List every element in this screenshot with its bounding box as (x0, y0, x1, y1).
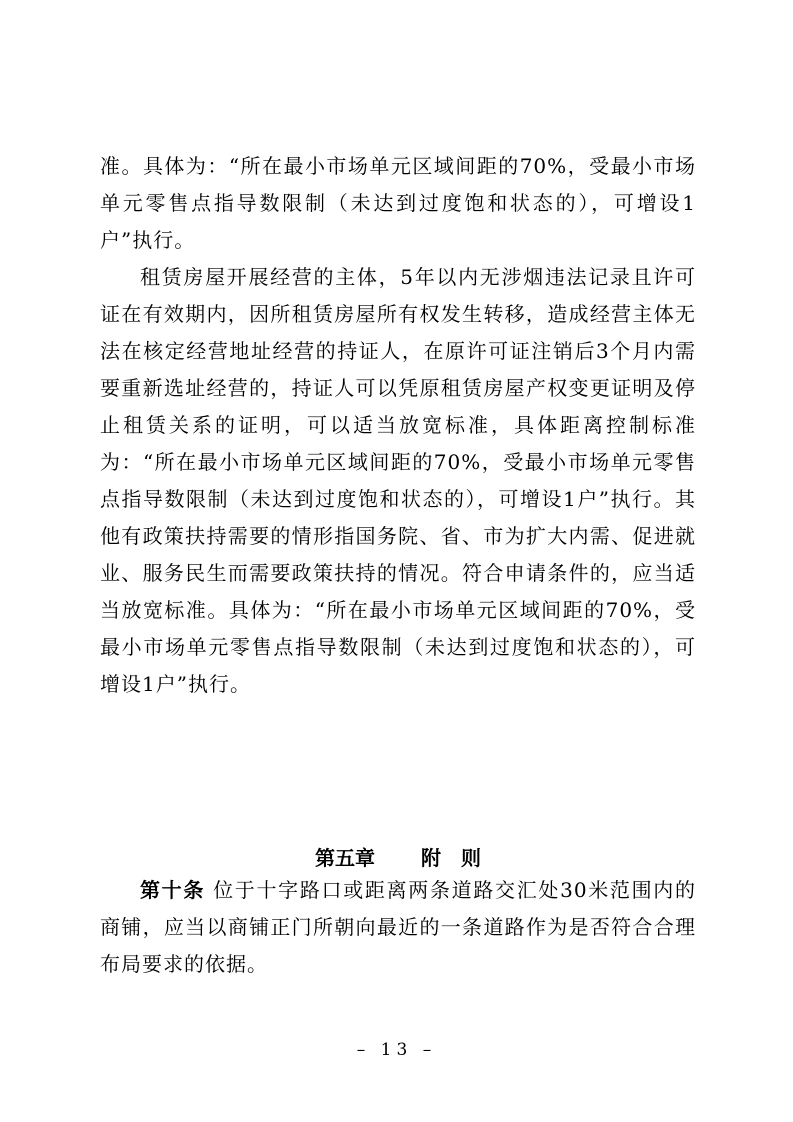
page-number: – 13 – (356, 1040, 437, 1060)
article-text: 位于十字路口或距离两条道路交汇处30米范围内的商铺，应当以商铺正门所朝向最近的一条道路作为是否符合合理布局要求的依据。 (100, 878, 696, 976)
paragraph-continued: 准。具体为：“所在最小市场单元区域间距的70%，受最小市场单元零售点指导数限制（未达到过度饱和状态的），可增设1户”执行。 (100, 154, 696, 252)
chapter-number: 第五章 (315, 846, 375, 870)
article-ten (100, 872, 696, 983)
body-text (100, 148, 696, 703)
article-label: 第十条 (140, 878, 206, 902)
chapter-title: 附 则 (421, 846, 481, 870)
paragraph-rental-housing: 租赁房屋开展经营的主体，5年以内无涉烟违法记录且许可证在有效期内，因所租赁房屋所有权发生转移，造成经营主体无法在核定经营地址经营的持证人，在原许可证注销后3个月内需要重新选址经营的，持证人可以凭原租赁房屋产权变更证明及停止租赁关系的证明，可以适当放宽标准，具体距离控制标准为：“所在最小市场单元区域间距的70%，受最小市场单元零售点指导数限制（未达到过度饱和状态的），可增设1户”执行。其他有政策扶持需要的情形指国务院、省、市为扩大内需、促进就业、服务民生而需要政策扶持的情况。符合申请条件的，应当适当放宽标准。具体为：“所在最小市场单元区域间距的70%，受最小市场单元零售点指导数限制（未达到过度饱和状态的），可增设1户”执行。 (100, 265, 696, 696)
